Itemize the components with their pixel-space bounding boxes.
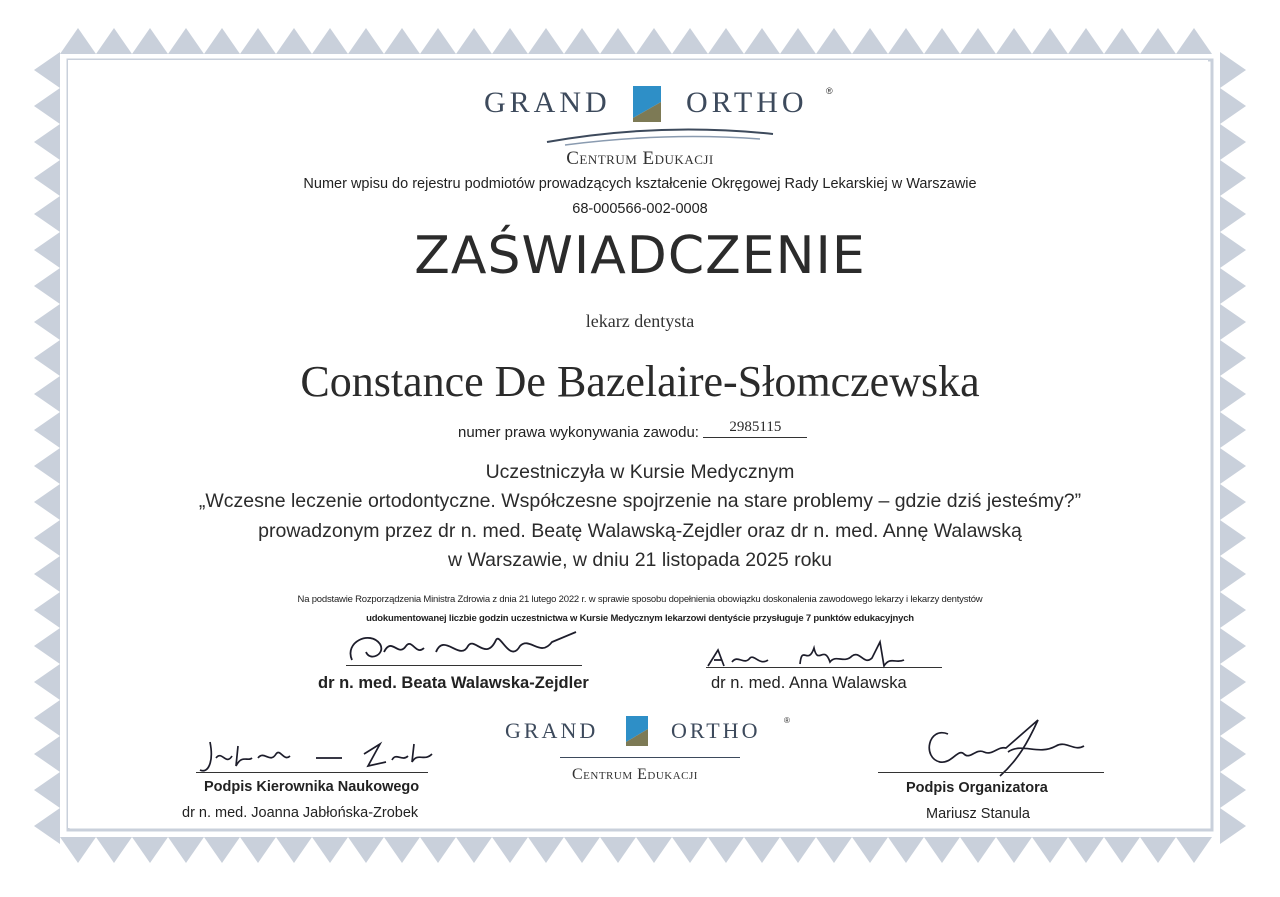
border-triangle (636, 837, 672, 863)
border-triangle (1220, 808, 1246, 844)
border-triangle (1220, 628, 1246, 664)
legal-note-1: Na podstawie Rozporządzenia Ministra Zdrowia z dnia 21 lutego 2022 r. w sprawie sposobu dopełnienia obowiązku doskonalenia zawodowego lekarzy i lekarzy dentystów (297, 594, 983, 605)
border-triangle (1104, 837, 1140, 863)
border-triangle (816, 837, 852, 863)
border-triangle (996, 837, 1032, 863)
border-triangle (34, 772, 60, 808)
legal-note-2: udokumentowanej liczbie godzin uczestnictwa w Kursie Medycznym lekarzowi dentyście przysługuje 7 punktów edukacyjnych (366, 613, 914, 624)
border-triangle (672, 837, 708, 863)
certificate-title: ZAŚWIADCZENIE (414, 226, 866, 286)
signature-line-3 (196, 772, 428, 773)
footer-logo-word-grand: GRAND (505, 718, 599, 743)
border-triangle (276, 28, 312, 54)
border-triangle (816, 28, 852, 54)
registered-mark: ® (826, 86, 833, 96)
border-triangle (60, 28, 96, 54)
border-triangle (34, 700, 60, 736)
border-triangle (168, 837, 204, 863)
border-triangle (132, 837, 168, 863)
license-label: numer prawa wykonywania zawodu: (458, 424, 699, 441)
border-triangle (204, 28, 240, 54)
border-triangle (780, 28, 816, 54)
border-triangle (996, 28, 1032, 54)
border-triangle (34, 628, 60, 664)
recipient-name: Constance De Bazelaire-Słomczewska (300, 357, 980, 406)
border-triangle (384, 28, 420, 54)
border-triangle (960, 837, 996, 863)
border-triangle (1068, 28, 1104, 54)
border-triangle (34, 736, 60, 772)
border-triangle (636, 28, 672, 54)
border-triangle (456, 28, 492, 54)
organizer-caption: Podpis Organizatora (906, 780, 1048, 796)
border-triangle (1220, 772, 1246, 808)
signature-line-4 (878, 772, 1104, 773)
border-triangle (1220, 52, 1246, 88)
border-triangle (708, 837, 744, 863)
footer-registered-mark: ® (784, 716, 790, 725)
border-triangle (600, 28, 636, 54)
footer-logo-word-ortho: ORTHO (671, 718, 761, 743)
border-triangle (888, 837, 924, 863)
recipient-role: lekarz dentysta (585, 311, 695, 331)
border-triangle (564, 28, 600, 54)
border-triangle (492, 837, 528, 863)
logo-word-ortho: ORTHO (686, 86, 808, 119)
license-number: 2985115 (703, 419, 807, 438)
border-triangle (276, 837, 312, 863)
organizer-name: Mariusz Stanula (926, 806, 1030, 822)
logo-swoosh (545, 126, 775, 148)
border-triangle (780, 837, 816, 863)
border-triangle (240, 28, 276, 54)
signature-anna-walawska (704, 636, 944, 676)
signature-joanna-jablonska-zrobek (196, 732, 446, 782)
border-triangle (528, 28, 564, 54)
border-triangle (888, 28, 924, 54)
border-triangle (384, 837, 420, 863)
border-triangle (960, 28, 996, 54)
border-triangle (924, 837, 960, 863)
border-triangle (1104, 28, 1140, 54)
instructor-1-text: dr n. med. Beata Walawska-Zejdler (318, 674, 589, 692)
border-triangle (456, 837, 492, 863)
border-triangle (96, 837, 132, 863)
border-triangle (312, 28, 348, 54)
body-line-1: Uczestniczyła w Kursie Medycznym (485, 461, 795, 483)
border-triangle (924, 28, 960, 54)
signature-line-2 (706, 667, 942, 668)
border-triangle (1140, 28, 1176, 54)
border-triangle (240, 837, 276, 863)
border-triangle (600, 837, 636, 863)
logo-mark-icon (631, 84, 675, 124)
signature-line-1 (346, 665, 582, 666)
border-triangle (672, 28, 708, 54)
border-triangle (852, 28, 888, 54)
footer-logo-subtitle: Centrum Edukacji (572, 766, 698, 783)
border-triangle (1220, 88, 1246, 124)
registry-text: Numer wpisu do rejestru podmiotów prowadzących kształcenie Okręgowej Rady Lekarskiej w Warszawie (303, 176, 977, 192)
body-line-3: prowadzonym przez dr n. med. Beatę Walawską-Zejdler oraz dr n. med. Annę Walawską (258, 520, 1022, 542)
border-triangle (492, 28, 528, 54)
license-row (458, 419, 807, 444)
border-triangle (60, 837, 96, 863)
border-triangle (34, 88, 60, 124)
border-triangle (34, 412, 60, 448)
registry-number: 68-000566-002-0008 (572, 201, 708, 217)
footer-logo-mark-icon (624, 714, 660, 748)
border-triangle (348, 837, 384, 863)
instructor-1-name (318, 674, 589, 693)
border-triangle (528, 837, 564, 863)
border-triangle (132, 28, 168, 54)
border-triangle (1220, 700, 1246, 736)
scientific-director-name: dr n. med. Joanna Jabłońska-Zrobek (182, 805, 419, 821)
border-triangle (1220, 736, 1246, 772)
border-triangle (852, 837, 888, 863)
border-triangle (1032, 28, 1068, 54)
border-triangle (420, 28, 456, 54)
border-triangle (34, 52, 60, 88)
border-triangle (1176, 28, 1212, 54)
border-triangle (1220, 412, 1246, 448)
border-triangle (1140, 837, 1176, 863)
border-triangle (744, 28, 780, 54)
border-triangle (204, 837, 240, 863)
border-triangle (312, 837, 348, 863)
course-title: „Wczesne leczenie ortodontyczne. Współczesne spojrzenie na stare problemy – gdzie dziś jesteśmy?” (198, 490, 1082, 512)
instructor-2-name: dr n. med. Anna Walawska (711, 674, 907, 692)
border-triangle (1032, 837, 1068, 863)
border-triangle (708, 28, 744, 54)
border-triangle (1220, 664, 1246, 700)
body-line-4: w Warszawie, w dniu 21 listopada 2025 roku (447, 549, 833, 571)
border-triangle (34, 664, 60, 700)
header-logo-subtitle: Centrum Edukacji (566, 148, 714, 169)
border-triangle (1176, 837, 1212, 863)
border-triangle (96, 28, 132, 54)
border-triangle (420, 837, 456, 863)
border-triangle (168, 28, 204, 54)
border-triangle (348, 28, 384, 54)
border-triangle (34, 808, 60, 844)
footer-logo-rule (560, 757, 740, 758)
border-triangle (564, 837, 600, 863)
border-triangle (1068, 837, 1104, 863)
scientific-director-caption: Podpis Kierownika Naukowego (204, 779, 420, 795)
border-triangle (744, 837, 780, 863)
logo-word-grand: GRAND (484, 86, 611, 119)
